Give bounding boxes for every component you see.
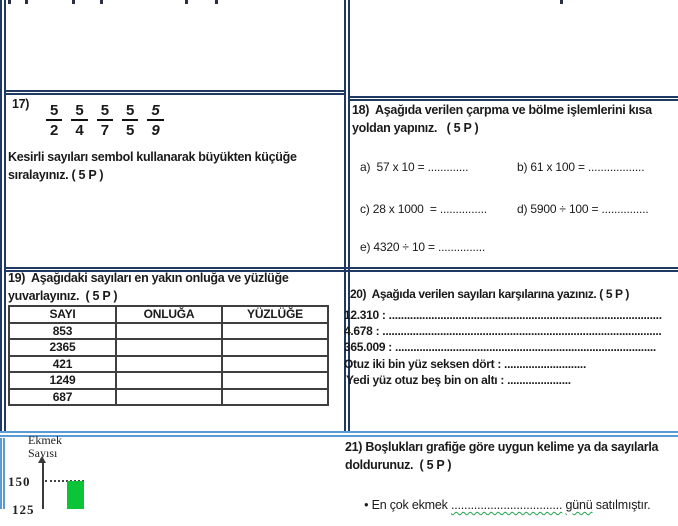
fraction	[122, 103, 138, 138]
sayi-cell: 1249	[9, 372, 116, 389]
row-divider-right	[350, 96, 678, 101]
row-divider-left	[6, 90, 344, 95]
fraction-numerator: 5	[71, 103, 87, 121]
q20-line-1: 12.310 : ..........................................................................................	[344, 308, 662, 322]
chart-y-axis	[42, 462, 44, 509]
empty-answer-cell	[116, 339, 222, 356]
empty-answer-cell	[222, 389, 328, 406]
sayi-cell: 853	[9, 323, 116, 340]
table-left-border	[0, 0, 6, 433]
fraction-denominator: 5	[126, 122, 135, 139]
empty-answer-cell	[116, 356, 222, 373]
q20-line-5: Yedi yüz otuz beş bin on altı : .....................	[346, 373, 571, 387]
column-header-sayi: SAYI	[9, 306, 116, 323]
fraction-numerator: 5	[147, 103, 163, 121]
fraction-numerator: 5	[46, 103, 62, 121]
q21-word-gunu: günü	[565, 498, 593, 512]
q18-item-e: e) 4320 ÷ 10 = ...............	[360, 240, 485, 254]
q18-heading-line1: 18) Aşağıda verilen çarpma ve bölme işlemlerini kısa	[352, 103, 652, 117]
chart-tick-125: 125	[12, 502, 35, 517]
empty-answer-cell	[222, 372, 328, 389]
table-row	[9, 356, 328, 373]
fraction	[71, 103, 87, 138]
sayi-cell: 2365	[9, 339, 116, 356]
clipped-text-fragment	[72, 0, 75, 4]
empty-answer-cell	[222, 356, 328, 373]
fraction	[147, 103, 163, 138]
fraction-numerator: 5	[97, 103, 113, 121]
empty-answer-cell	[116, 389, 222, 406]
fraction-denominator: 4	[75, 122, 84, 139]
q18-item-d: d) 5900 ÷ 100 = ...............	[517, 202, 649, 216]
chart-bar	[67, 481, 84, 509]
page-section-divider	[0, 431, 678, 437]
q20-line-4: Otuz iki bin yüz seksen dört : ...........................	[344, 357, 586, 371]
fraction-numerator: 5	[122, 103, 138, 121]
chart-y-axis-label-line2: Sayısı	[28, 446, 58, 460]
q21-heading-line2: doldurunuz. ( 5 P )	[345, 458, 452, 472]
q21-sentence-pre: En çok ekmek	[371, 498, 451, 512]
chart-tick-150: 150	[8, 474, 31, 489]
fraction-denominator: 2	[50, 122, 59, 139]
q21-sentence	[351, 484, 650, 526]
clipped-text-fragment	[215, 0, 218, 4]
q20-heading: 20) Aşağıda verilen sayıları karşılarına yazınız. ( 5 P )	[350, 287, 629, 301]
chart-y-axis-label-line1: Ekmek	[28, 433, 62, 447]
fraction	[97, 103, 113, 138]
q19-heading-line1: 19) Aşağıdaki sayıları en yakın onluğa ve yüzlüğe	[8, 271, 289, 285]
bullet-marker: •	[364, 498, 369, 512]
q18-item-c: c) 28 x 1000 = ...............	[360, 202, 487, 216]
fraction-denominator: 7	[100, 122, 110, 139]
table-row	[9, 389, 328, 406]
q17-number: 17)	[12, 97, 30, 111]
fraction-denominator: 9	[151, 122, 160, 139]
sayi-cell: 687	[9, 389, 116, 406]
table-row	[9, 372, 328, 389]
table-row	[9, 339, 328, 356]
q19-heading-line2: yuvarlayınız. ( 5 P )	[8, 289, 118, 303]
q20-line-3: 365.009 : ......................................................................................	[344, 340, 656, 354]
sayi-cell: 421	[9, 356, 116, 373]
q18-heading-line2: yoldan yapınız. ( 5 P )	[352, 121, 479, 135]
q18-item-b: b) 61 x 100 = ..................	[517, 160, 645, 174]
empty-answer-cell	[116, 323, 222, 340]
table-row	[9, 323, 328, 340]
clipped-text-fragment	[8, 0, 11, 4]
clipped-text-fragment	[25, 0, 28, 4]
column-header-onluga: ONLUĞA	[116, 306, 222, 323]
bottom-section-left-border	[0, 438, 5, 509]
q17-instruction-line1: Kesirli sayıları sembol kullanarak büyükten küçüğe	[8, 150, 297, 164]
rounding-table	[8, 305, 329, 406]
q17-fractions	[46, 103, 164, 138]
q21-answer-blank: ..................................	[450, 498, 563, 512]
q18-item-a: a) 57 x 10 = .............	[360, 160, 469, 174]
column-header-yuzluge: YÜZLÜĞE	[222, 306, 328, 323]
clipped-text-fragment	[185, 0, 188, 4]
table-header-row	[9, 306, 328, 323]
q17-instruction-line2: sıralayınız. ( 5 P )	[8, 168, 104, 182]
fraction	[46, 103, 62, 138]
empty-answer-cell	[116, 372, 222, 389]
q20-line-2: 4.678 : ............................................................................................	[344, 324, 662, 338]
clipped-text-fragment	[560, 0, 563, 4]
empty-answer-cell	[222, 323, 328, 340]
q21-sentence-post: satılmıştır.	[592, 498, 651, 512]
q21-heading-line1: 21) Boşlukları grafiğe göre uygun kelime ya da sayılarla	[345, 440, 659, 454]
empty-answer-cell	[222, 339, 328, 356]
clipped-text-fragment	[100, 0, 103, 4]
